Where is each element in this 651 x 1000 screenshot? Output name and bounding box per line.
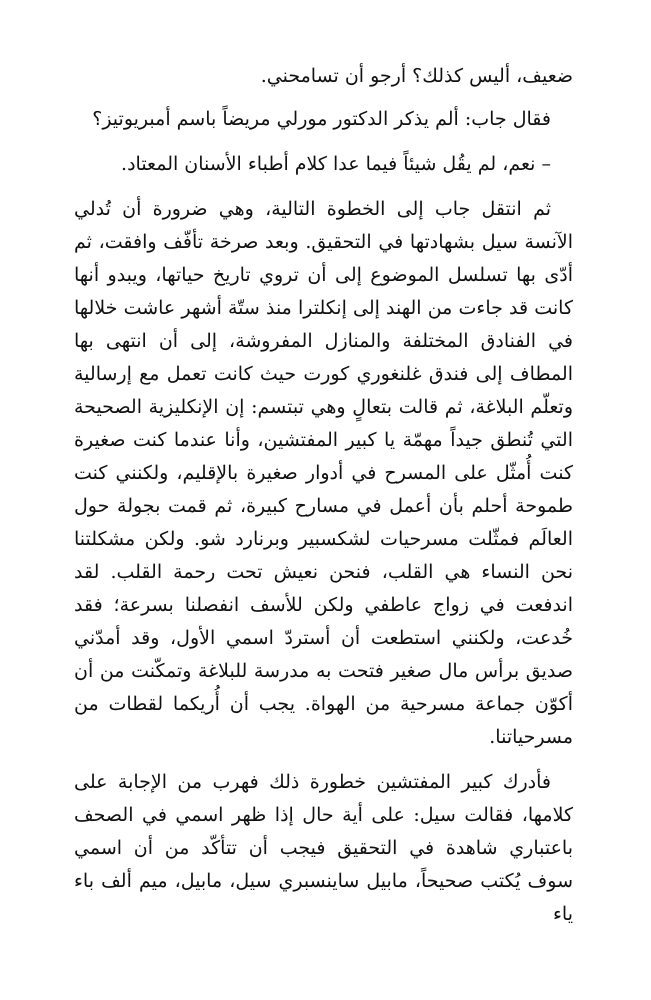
paragraph-1: ضعيف، أليس كذلك؟ أرجو أن تسامحني. bbox=[260, 65, 573, 87]
paragraph-3: – نعم، لم يقُل شيئاً فيما عدا كلام أطباء الأسنان المعتاد. bbox=[121, 153, 551, 175]
paragraph-4: ثم انتقل جاب إلى الخطوة التالية، وهي ضرورة أن تُدلي الآنسة سيل بشهادتها في التحقيق. وبعد صرخة تأفّف وافقت، ثم أدّى بها تسلسل الموضوع إلى أن تروي تاريخ حياتها، ويبدو أنها كانت قد جاءت من الهند إلى إنكلترا منذ ستّة أشهر عاشت خلالها في الفنادق المختلفة والمنازل المفروشة، إلى أن انتهى بها المطاف إلى فندق غلنغوري كورت حيث كانت تعمل مع إرسالية وتعلّم البلاغة، ثم قالت بتعالٍ وهي تبتسم: إن الإنكليزية الصحيحة التي تُنطق جيداً مهمّة يا كبير المفتشين، وأنا عندما كنت صغيرة كنت أُمثّل على المسرح في أدوار صغيرة بالإقليم، ولكنني كنت طموحة أحلم بأن أعمل في مسارح كبيرة، ثم قمت بجولة حول العالَم فمثّلت مسرحيات لشكسبير وبرنارد شو. ولكن مشكلتنا نحن النساء هي القلب، فنحن نعيش تحت رحمة القلب. لقد اندفعت في زواج عاطفي ولكن للأسف انفصلنا بسرعة؛ فقد خُدعت، ولكنني استطعت أن أستردّ اسمي الأول، وقد أمدّني صديق برأس مال صغير فتحت به مدرسة للبلاغة وتمكّنت من أن أكوّن جماعة مسرحية من الهواة. يجب أن أُريكما لقطات من مسرحياتنا. bbox=[74, 198, 573, 748]
paragraph-2: فقال جاب: ألم يذكر الدكتور مورلي مريضاً باسم أمبريوتيز؟ bbox=[92, 108, 551, 130]
paragraph-5: فأدرك كبير المفتشين خطورة ذلك فهرب من الإجابة على كلامها، فقالت سيل: على أية حال إذا ظهر اسمي في الصحف باعتباري شاهدة في التحقيق فيجب أن تتأكّد من أن اسمي سوف يُكتب صحيحاً، مابيل ساينسبري سيل، مابيل، ميم ألف باء ياء bbox=[74, 771, 573, 925]
